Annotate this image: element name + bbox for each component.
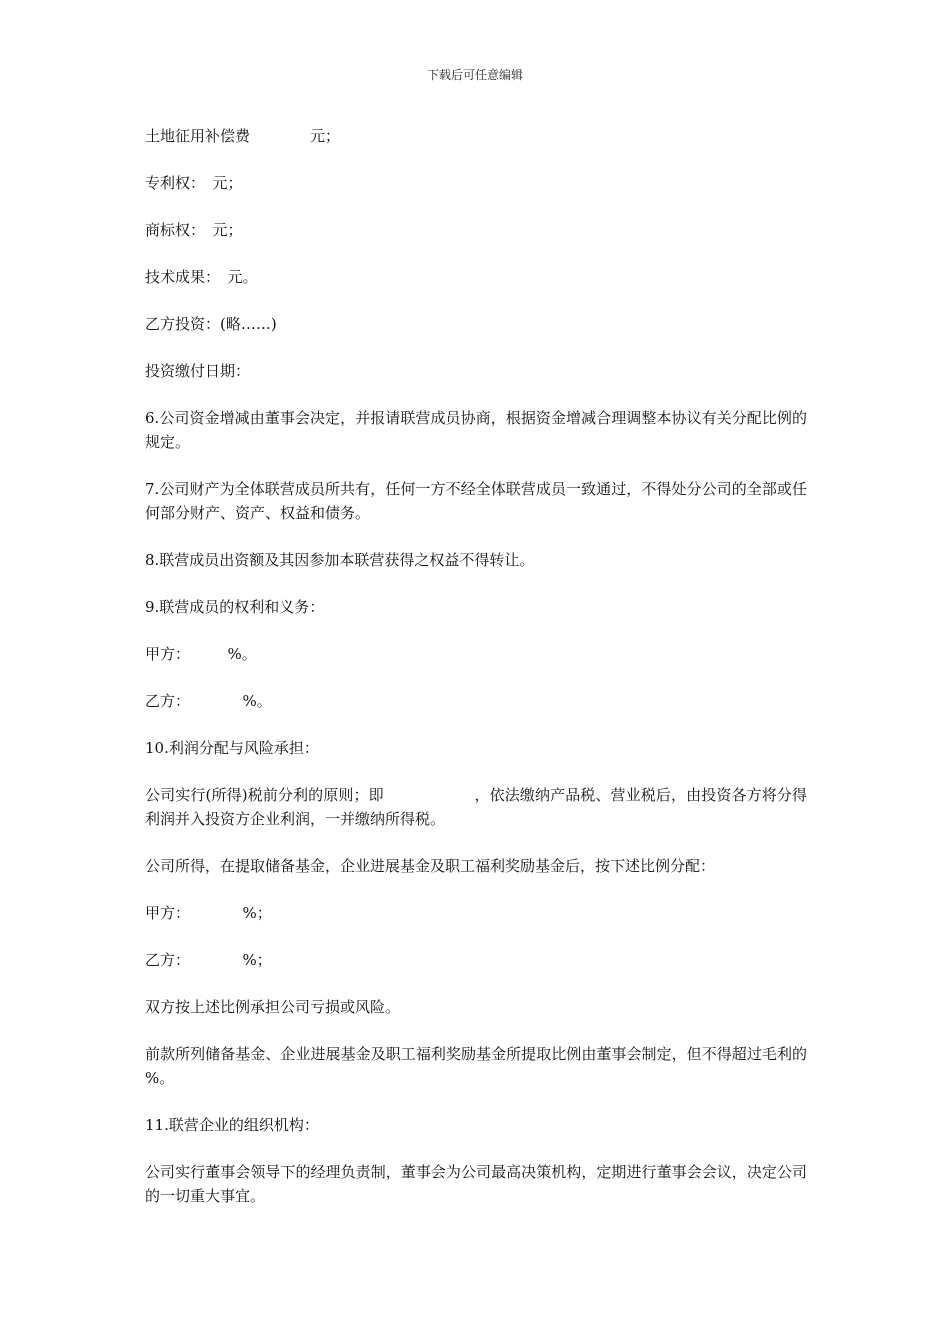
clause-10-risk: 双方按上述比例承担公司亏损或风险。 bbox=[145, 998, 401, 1016]
clause-10-party-b: 乙方： %； bbox=[145, 951, 272, 969]
document-body bbox=[145, 124, 838, 1231]
clause-11: 11.联营企业的组织机构： bbox=[145, 1116, 319, 1134]
clause-9-party-a: 甲方： %。 bbox=[145, 645, 257, 663]
clause-10-fund-limit: 前款所列储备基金、企业进展基金及职工福利奖励基金所提取比例由董事会制定，但不得超过毛利的 %。 bbox=[145, 1045, 838, 1087]
paragraph-party-b-investment: 乙方投资：(略……) bbox=[145, 315, 277, 333]
paragraph-tech-results: 技术成果： 元。 bbox=[145, 268, 258, 286]
clause-8: 8.联营成员出资额及其因参加本联营获得之权益不得转让。 bbox=[145, 551, 535, 569]
clause-7: 7.公司财产为全体联营成员所共有，任何一方不经全体联营成员一致通过，不得处分公司的全部或任何部分财产、资产、权益和债务。 bbox=[145, 480, 807, 522]
clause-9: 9.联营成员的权利和义务： bbox=[145, 598, 325, 616]
clause-10: 10.利润分配与风险承担： bbox=[145, 739, 319, 757]
clause-10-party-a: 甲方： %； bbox=[145, 904, 272, 922]
clause-9-party-b: 乙方： %。 bbox=[145, 692, 272, 710]
clause-10-tax-principle: 公司实行(所得)税前分利的原则；即 ，依法缴纳产品税、营业税后，由投资各方将分得利润并入投资方企业利润，一并缴纳所得税。 bbox=[145, 786, 807, 828]
clause-11-board: 公司实行董事会领导下的经理负责制，董事会为公司最高决策机构，定期进行董事会会议，决定公司的一切重大事宜。 bbox=[145, 1163, 807, 1205]
page-header: 下载后可任意编辑 bbox=[426, 68, 523, 82]
paragraph-land-compensation: 土地征用补偿费 元； bbox=[145, 127, 341, 145]
paragraph-trademark: 商标权： 元； bbox=[145, 221, 243, 239]
clause-6: 6.公司资金增减由董事会决定，并报请联营成员协商，根据资金增减合理调整本协议有关分配比例的规定。 bbox=[145, 409, 807, 451]
paragraph-patent: 专利权： 元； bbox=[145, 174, 243, 192]
paragraph-payment-date: 投资缴付日期： bbox=[145, 362, 251, 380]
clause-10-distribution: 公司所得，在提取储备基金，企业进展基金及职工福利奖励基金后，按下述比例分配： bbox=[145, 857, 716, 875]
